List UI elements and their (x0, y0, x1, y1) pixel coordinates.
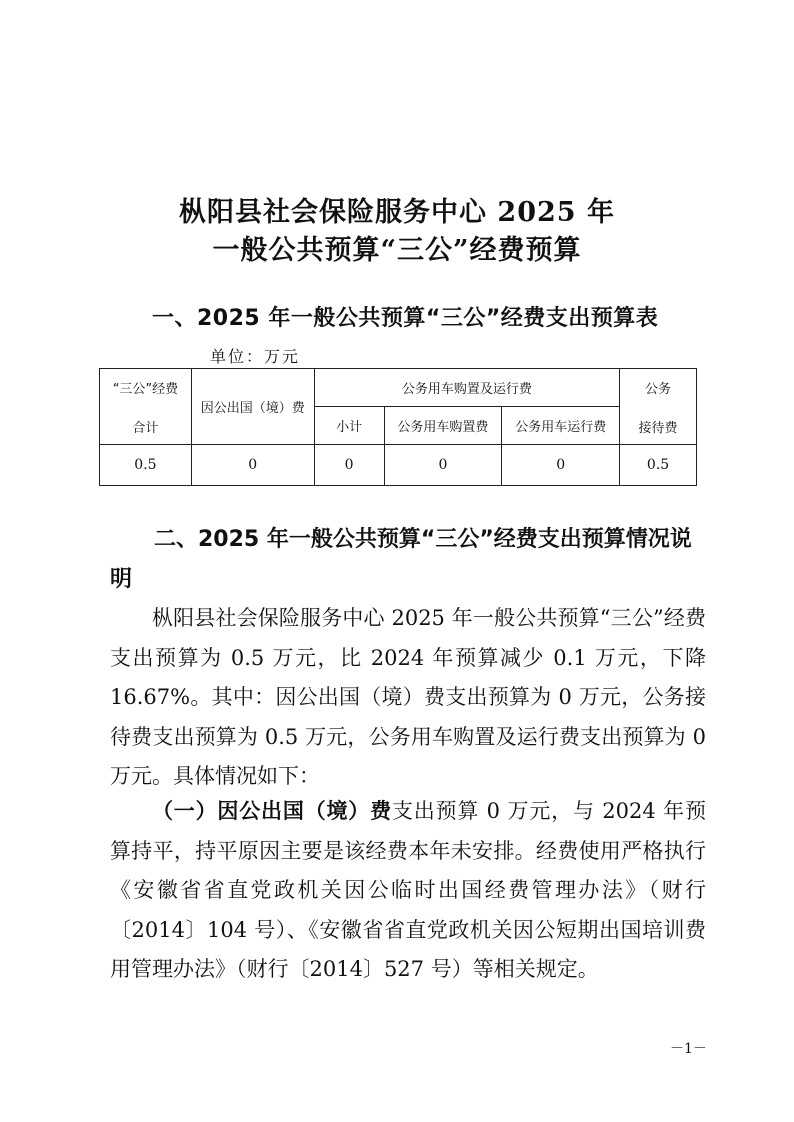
header-abroad: 因公出国（境）费 (191, 369, 314, 445)
header-reception-cell (620, 369, 697, 445)
cell-operation: 0 (502, 445, 620, 486)
header-total-cell (100, 369, 192, 445)
header-purchase: 公务用车购置费 (384, 407, 502, 445)
summary-paragraph: 枞阳县社会保险服务中心 2025 年一般公共预算“三公”经费支出预算为 0.5 万元，比 2024 年预算减少 0.1 万元，下降 16.67%。其中：因公出国（境）费支出预算为 0 万元，公务接待费支出预算为 0.5 万元，公务用车购置及运行费支出预算为 0 万元。具体情况如下： (110, 606, 706, 788)
abroad-subheading: （一）因公出国（境）费 (152, 798, 392, 823)
table-row (100, 445, 697, 486)
cell-purchase: 0 (384, 445, 502, 486)
table-header-row (100, 369, 697, 407)
section2-heading-cont: 明 (110, 567, 133, 592)
section1-heading: 一、2025 年一般公共预算“三公”经费支出预算表 (152, 306, 659, 331)
page-number: －1－ (670, 1041, 707, 1057)
header-total-bottom: 合计 (132, 420, 159, 436)
cell-subtotal: 0 (314, 445, 384, 486)
cell-total: 0.5 (100, 445, 192, 486)
document-title-line1: 枞阳县社会保险服务中心 2025 年 (179, 197, 615, 228)
abroad-text: 支出预算 0 万元，与 2024 年预算持平，持平原因主要是该经费本年未安排。经费使用严格执行《安徽省省直党政机关因公临时出国经费管理办法》（财行〔2014〕104 号）、《安徽省省直党政机关因公短期出国培训费用管理办法》（财行〔2014〕527 号）等相关规定。 (110, 799, 706, 981)
header-vehicle-group: 公务用车购置及运行费 (314, 369, 619, 407)
header-subtotal: 小计 (314, 407, 384, 445)
document-title-line2: 一般公共预算“三公”经费预算 (212, 235, 582, 266)
header-operation: 公务用车运行费 (502, 407, 620, 445)
cell-abroad: 0 (191, 445, 314, 486)
section2-heading: 二、2025 年一般公共预算“三公”经费支出预算情况说 (154, 527, 692, 552)
unit-label: 单位：万元 (210, 347, 301, 366)
header-total-top: “三公”经费 (112, 381, 179, 397)
abroad-paragraph (110, 791, 706, 990)
budget-table (99, 368, 697, 486)
cell-reception: 0.5 (620, 445, 697, 486)
header-reception-top: 公务 (645, 381, 672, 397)
header-reception-bottom: 接待费 (638, 420, 678, 436)
